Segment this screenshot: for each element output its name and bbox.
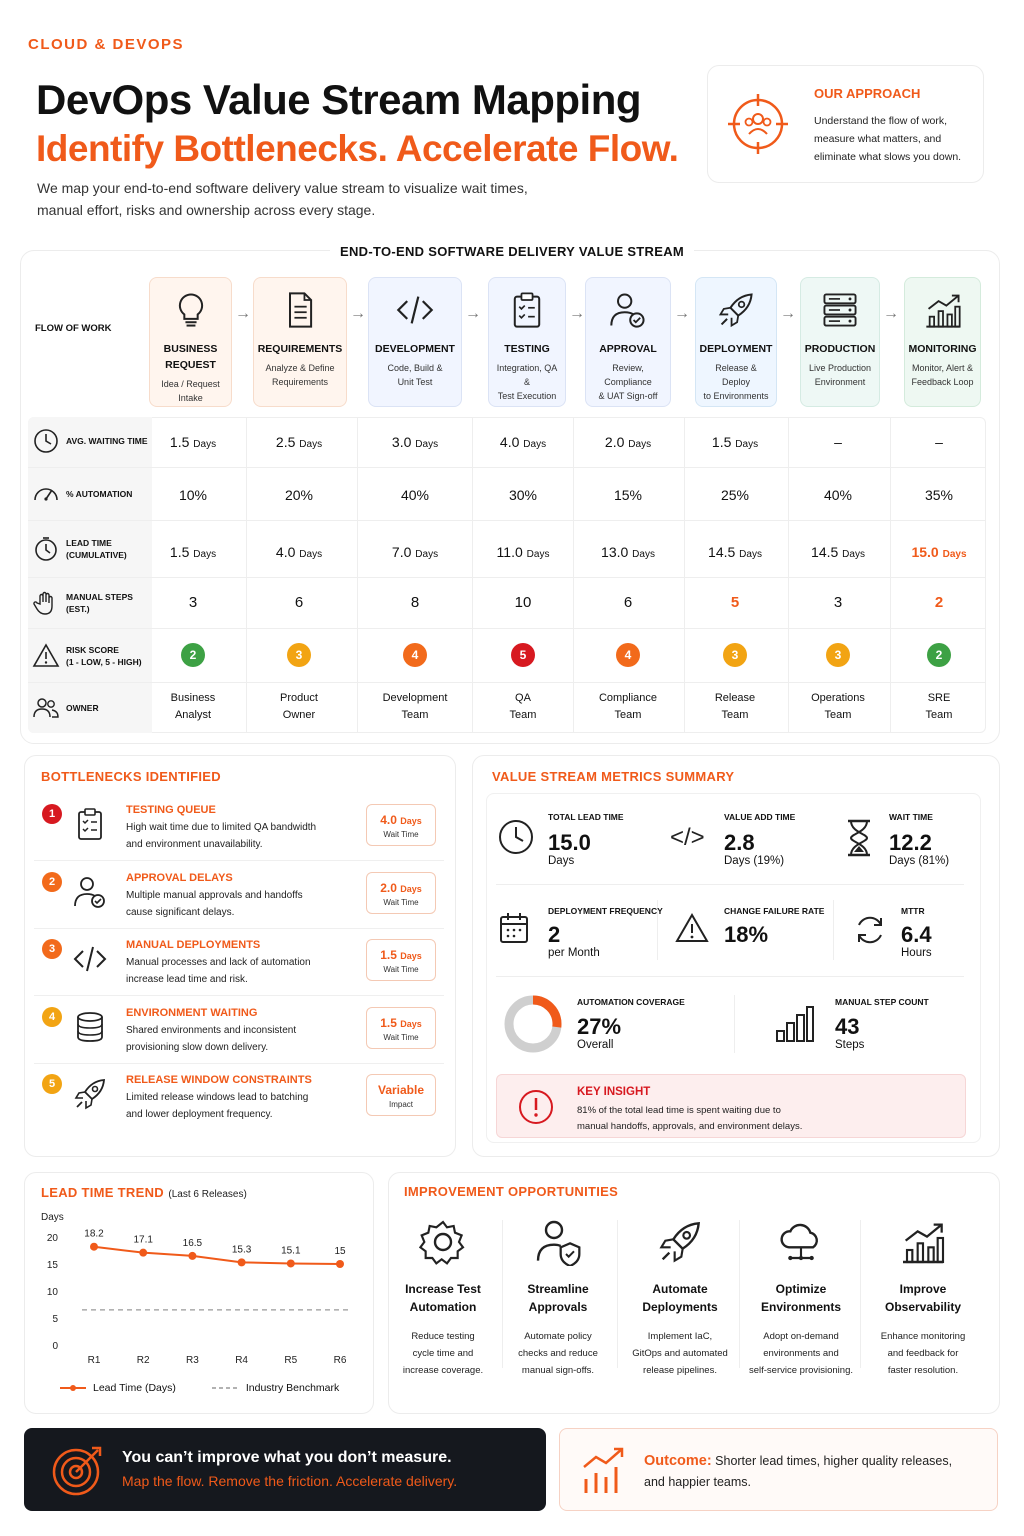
owner-cell: Product Owner [280, 692, 318, 721]
stage-desc: Monitor, Alert & Feedback Loop [911, 363, 974, 387]
mttr-label: MTTR [901, 906, 925, 916]
stage-name: DEVELOPMENT [375, 343, 455, 355]
rocket-icon [656, 1218, 704, 1266]
clipboard-check-icon [72, 806, 108, 842]
manual-steps-cell: 3 [833, 594, 843, 611]
wait-time-value: 12.2 [889, 830, 932, 855]
bottleneck-desc: Manual processes and lack of automation increase lead time and risk. [126, 957, 311, 985]
stage-card [368, 277, 462, 407]
bottleneck-item [34, 1074, 446, 1140]
owner-cell: Compliance Team [598, 692, 658, 721]
manual-steps-cell: 6 [294, 594, 304, 611]
y-tick-label: 20 [46, 1233, 58, 1244]
flow-arrow-icon: → [465, 305, 481, 322]
footer-banner [24, 1428, 546, 1511]
bottlenecks-title: BOTTLENECKS IDENTIFIED [41, 769, 221, 784]
stage-name: MONITORING [908, 343, 977, 355]
key-insight-box [496, 1074, 966, 1138]
automation-cell: 10% [178, 487, 208, 503]
data-label: 15 [334, 1246, 346, 1257]
risk-badge: 4 [616, 643, 640, 667]
owner-cell: Operations Team [811, 692, 865, 721]
server-icon [820, 290, 860, 330]
lead-time-point [188, 1252, 196, 1260]
improvement-item [498, 1218, 618, 1379]
improvement-title: Automate Deployments [642, 1282, 718, 1314]
automation-value: 27% [577, 1014, 622, 1039]
improvement-item [620, 1218, 740, 1379]
users-icon [32, 694, 60, 722]
total-lead-value: 15.0 [548, 830, 591, 855]
automation-donut [503, 994, 563, 1054]
user-shield-icon [534, 1218, 582, 1266]
refresh-icon [853, 913, 887, 947]
row-label: AVG. WAITING TIME [32, 421, 152, 461]
improvement-item [741, 1218, 861, 1379]
manual-steps-cell: 10 [514, 594, 532, 611]
lead-time-point [139, 1249, 147, 1257]
trend-title: LEAD TIME TREND [41, 1185, 164, 1200]
risk-badge: 2 [927, 643, 951, 667]
automation-cell: 40% [400, 487, 430, 503]
owner-cell: Development Team [382, 692, 448, 721]
improvements-title: IMPROVEMENT OPPORTUNITIES [404, 1184, 619, 1199]
document-icon [280, 290, 320, 330]
automation-cell: 40% [823, 487, 853, 503]
row-label: OWNER [32, 688, 152, 728]
y-tick-label: 0 [52, 1341, 58, 1352]
bottleneck-number: 3 [42, 939, 62, 959]
row-label: RISK SCORE (1 - LOW, 5 - HIGH) [32, 636, 152, 676]
flow-arrow-icon: → [674, 305, 690, 322]
stage-card [253, 277, 347, 407]
total-lead-unit: Days [548, 855, 575, 867]
y-tick-label: 15 [46, 1260, 58, 1271]
mttr-unit: Hours [901, 947, 932, 959]
stage-desc: Release & Deploy to Environments [703, 363, 769, 401]
code-icon: </> [670, 824, 705, 851]
key-insight-title: KEY INSIGHT [577, 1086, 651, 1098]
hand-icon [32, 589, 60, 617]
total-lead-label: TOTAL LEAD TIME [548, 812, 624, 822]
risk-badge: 4 [403, 643, 427, 667]
bottleneck-number: 4 [42, 1007, 62, 1027]
bottleneck-title: RELEASE WINDOW CONSTRAINTS [126, 1074, 312, 1086]
banner-line1: You can’t improve what you don’t measure. [122, 1449, 452, 1466]
lead-time-cell: 4.0 Days [275, 544, 323, 560]
risk-badge: 3 [287, 643, 311, 667]
stage-card [904, 277, 981, 407]
wait-time-cell: 2.5 Days [275, 434, 323, 450]
improvement-title: Streamline Approvals [527, 1282, 589, 1314]
approach-title: OUR APPROACH [814, 86, 921, 101]
automation-unit: Overall [577, 1039, 614, 1051]
row-label: LEAD TIME (CUMULATIVE) [32, 529, 152, 569]
manual-steps-cell: 2 [934, 594, 944, 611]
bottleneck-metric: 1.5 Days Wait Time [366, 1007, 436, 1049]
bottleneck-metric: 2.0 Days Wait Time [366, 872, 436, 914]
clock-icon [32, 427, 60, 455]
calendar-icon [499, 912, 529, 944]
flow-arrow-icon: → [235, 305, 251, 322]
page-title: DevOps Value Stream Mapping [36, 76, 642, 123]
manual-count-label: MANUAL STEP COUNT [835, 997, 929, 1007]
rocket-icon [716, 290, 756, 330]
risk-badge: 3 [826, 643, 850, 667]
warning-icon [675, 912, 709, 944]
stage-desc: Review, Compliance & UAT Sign-off [598, 363, 658, 401]
stage-card [585, 277, 671, 407]
x-tick-label: R1 [87, 1355, 101, 1366]
data-label: 16.5 [182, 1237, 203, 1249]
data-label: 18.2 [84, 1228, 104, 1240]
bottleneck-desc: Multiple manual approvals and handoffs cause significant delays. [126, 889, 303, 918]
improvement-desc: Reduce testing cycle time and increase coverage. [402, 1331, 484, 1376]
improvement-desc: Adopt on-demand environments and self-service provisioning. [748, 1331, 853, 1376]
clipboard-check-icon [507, 290, 547, 330]
legend-lead-swatch [58, 1383, 88, 1393]
flow-arrow-icon: → [883, 305, 899, 322]
banner-line2: Map the flow. Remove the friction. Accelerate delivery. [122, 1473, 458, 1489]
page-subtitle: Identify Bottlenecks. Accelerate Flow. [36, 128, 679, 169]
lead-time-point [238, 1258, 246, 1266]
automation-cell: 35% [924, 487, 954, 503]
manual-count-unit: Steps [835, 1039, 865, 1051]
automation-cell: 30% [508, 487, 538, 503]
outcome-label: Outcome: [644, 1453, 712, 1469]
stage-card [695, 277, 777, 407]
bottleneck-number: 1 [42, 804, 62, 824]
bottleneck-number: 2 [42, 872, 62, 892]
bottleneck-title: MANUAL DEPLOYMENTS [126, 939, 261, 951]
stage-name: TESTING [504, 343, 550, 355]
alert-icon [517, 1088, 555, 1126]
stage-card [488, 277, 566, 407]
x-tick-label: R3 [186, 1355, 199, 1366]
key-insight-text: 81% of the total lead time is spent waiting due to manual handoffs, approvals, and environment delays. [577, 1105, 803, 1132]
wait-time-cell: 1.5 Days [169, 434, 217, 450]
x-tick-label: R6 [333, 1355, 347, 1366]
bottleneck-desc: Shared environments and inconsistent provisioning slow down delivery. [126, 1024, 297, 1053]
outcome-box [559, 1428, 998, 1511]
data-label: 15.3 [231, 1244, 252, 1256]
intro-text: We map your end-to-end software delivery value stream to visualize wait times, manual effort, risks and ownership across every stage. [37, 180, 528, 218]
lead-time-cell: 13.0 Days [601, 544, 655, 560]
owner-cell: SRE Team [925, 692, 953, 721]
lead-time-cell: 1.5 Days [169, 544, 217, 560]
user-check-icon [608, 290, 648, 330]
database-icon [72, 1009, 108, 1045]
approach-card [707, 65, 984, 183]
lead-time-line [94, 1247, 340, 1264]
automation-label: AUTOMATION COVERAGE [577, 997, 685, 1007]
bottleneck-title: TESTING QUEUE [126, 804, 216, 816]
clock-icon [497, 818, 535, 856]
chart-up-icon [923, 290, 963, 330]
wait-time-cell: – [834, 434, 842, 450]
stage-desc: Idea / Request Intake [161, 379, 220, 403]
owner-cell: Business Analyst [170, 692, 216, 721]
deploy-freq-label: DEPLOYMENT FREQUENCY [548, 906, 663, 916]
stage-card [800, 277, 880, 407]
cfr-label: CHANGE FAILURE RATE [724, 906, 825, 916]
wait-time-cell: – [935, 434, 943, 450]
lead-time-point [90, 1243, 98, 1251]
stage-desc: Live Production Environment [808, 363, 872, 387]
improvement-item [863, 1218, 983, 1379]
mttr-value: 6.4 [901, 922, 932, 947]
metrics-grid [28, 417, 986, 733]
lead-time-point [336, 1260, 344, 1268]
deploy-freq-unit: per Month [548, 947, 600, 959]
lead-time-point [287, 1259, 295, 1267]
improvement-title: Improve Observability [884, 1282, 962, 1314]
bottleneck-desc: Limited release windows lead to batching and lower deployment frequency. [126, 1092, 309, 1120]
improvement-desc: Automate policy checks and reduce manual sign-offs. [518, 1331, 598, 1376]
cfr-value: 18% [724, 922, 769, 947]
lead-time-cell: 15.0 Days [911, 544, 967, 560]
cloud-icon [777, 1218, 825, 1266]
value-add-label: VALUE ADD TIME [724, 812, 796, 822]
automation-cell: 25% [720, 487, 750, 503]
warning-icon [32, 642, 60, 670]
stage-name: BUSINESS REQUEST [163, 343, 218, 371]
wait-time-unit: Days (81%) [889, 855, 950, 867]
risk-badge: 5 [511, 643, 535, 667]
code-icon [72, 941, 108, 977]
bottleneck-desc: High wait time due to limited QA bandwidth and environment unavailability. [126, 822, 317, 850]
data-label: 15.1 [281, 1245, 301, 1257]
x-tick-label: R2 [136, 1355, 150, 1366]
automation-cell: 20% [284, 487, 314, 503]
risk-badge: 2 [181, 643, 205, 667]
wait-time-cell: 3.0 Days [391, 434, 439, 450]
metrics-title: VALUE STREAM METRICS SUMMARY [492, 769, 735, 784]
wait-time-label: WAIT TIME [889, 812, 933, 822]
manual-steps-cell: 3 [188, 594, 198, 611]
bottleneck-metric: 4.0 Days Wait Time [366, 804, 436, 846]
target-team-icon [726, 92, 790, 156]
bottleneck-number: 5 [42, 1074, 62, 1094]
outcome-line1: Outcome: Shorter lead times, higher quality releases, [644, 1453, 953, 1469]
manual-count-value: 43 [835, 1014, 860, 1039]
lead-time-cell: 7.0 Days [391, 544, 439, 560]
bottleneck-title: APPROVAL DELAYS [126, 871, 233, 884]
improvement-title: Optimize Environments [760, 1282, 841, 1314]
row-label: % AUTOMATION [32, 474, 152, 514]
approach-text: Understand the flow of work, measure what matters, and eliminate what slows you down. [814, 115, 962, 163]
manual-steps-cell: 5 [730, 594, 740, 611]
stage-desc: Analyze & Define Requirements [265, 363, 335, 387]
wait-time-cell: 1.5 Days [711, 434, 759, 450]
value-add-unit: Days (19%) [724, 855, 785, 867]
bottleneck-metric: 1.5 Days Wait Time [366, 939, 436, 981]
lightbulb-icon [171, 290, 211, 330]
row-label: MANUAL STEPS (EST.) [32, 583, 152, 623]
stage-card [149, 277, 232, 407]
improvement-item [383, 1218, 503, 1379]
chart-up-icon [899, 1218, 947, 1266]
lead-time-chart [30, 1205, 366, 1405]
stage-desc: Integration, QA & Test Execution [496, 363, 558, 401]
lead-time-cell: 11.0 Days [496, 544, 550, 560]
improvement-title: Increase Test Automation [405, 1282, 481, 1314]
stopwatch-icon [32, 535, 60, 563]
automation-cell: 15% [613, 487, 643, 503]
x-tick-label: R4 [235, 1355, 248, 1366]
y-axis-label: Days [41, 1212, 64, 1223]
stage-name: REQUIREMENTS [257, 343, 343, 355]
manual-steps-cell: 8 [410, 594, 420, 611]
lead-time-cell: 14.5 Days [811, 544, 865, 560]
bottleneck-metric: Variable Impact [366, 1074, 436, 1116]
user-check-icon [72, 874, 108, 910]
trend-legend [58, 1382, 339, 1394]
deploy-freq-value: 2 [548, 922, 561, 947]
flow-arrow-icon: → [350, 305, 366, 322]
outcome-line2: and happier teams. [644, 1475, 752, 1489]
wait-time-cell: 2.0 Days [604, 434, 652, 450]
owner-cell: Release Team [714, 692, 756, 721]
value-add-value: 2.8 [724, 830, 755, 855]
legend-lead-label: Lead Time (Days) [93, 1382, 176, 1394]
legend-benchmark-label: Industry Benchmark [245, 1382, 340, 1394]
improvement-desc: Enhance monitoring and feedback for faster resolution. [880, 1331, 966, 1376]
flow-arrow-icon: → [780, 305, 796, 322]
code-icon [395, 290, 435, 330]
data-label: 17.1 [133, 1234, 153, 1246]
stage-name: APPROVAL [599, 343, 657, 355]
lead-time-cell: 14.5 Days [708, 544, 762, 560]
hourglass-icon [845, 818, 873, 858]
legend-benchmark-swatch [210, 1383, 240, 1393]
manual-steps-cell: 6 [623, 594, 633, 611]
target-arrow-icon [50, 1444, 104, 1498]
improvement-desc: Implement IaC, GitOps and automated release pipelines. [632, 1331, 728, 1376]
rocket-icon [72, 1076, 108, 1112]
bar-chart-icon [775, 1005, 815, 1043]
kicker: CLOUD & DEVOPS [28, 36, 185, 53]
gear-icon [419, 1218, 467, 1266]
value-stream-title: END-TO-END SOFTWARE DELIVERY VALUE STREAM [330, 244, 694, 259]
flow-of-work-label: FLOW OF WORK [35, 323, 112, 334]
risk-badge: 3 [723, 643, 747, 667]
x-tick-label: R5 [284, 1355, 298, 1366]
wait-time-cell: 4.0 Days [499, 434, 547, 450]
y-tick-label: 5 [52, 1314, 58, 1325]
stage-name: DEPLOYMENT [699, 343, 773, 355]
stage-name: PRODUCTION [804, 343, 876, 355]
trend-subtitle: (Last 6 Releases) [168, 1189, 247, 1200]
owner-cell: QA Team [509, 692, 537, 721]
stage-desc: Code, Build & Unit Test [387, 363, 443, 387]
flow-arrow-icon: → [569, 305, 585, 322]
growth-chart-icon [582, 1445, 626, 1495]
speedometer-icon [32, 480, 60, 508]
y-tick-label: 10 [46, 1287, 58, 1298]
bottleneck-title: ENVIRONMENT WAITING [126, 1006, 258, 1019]
